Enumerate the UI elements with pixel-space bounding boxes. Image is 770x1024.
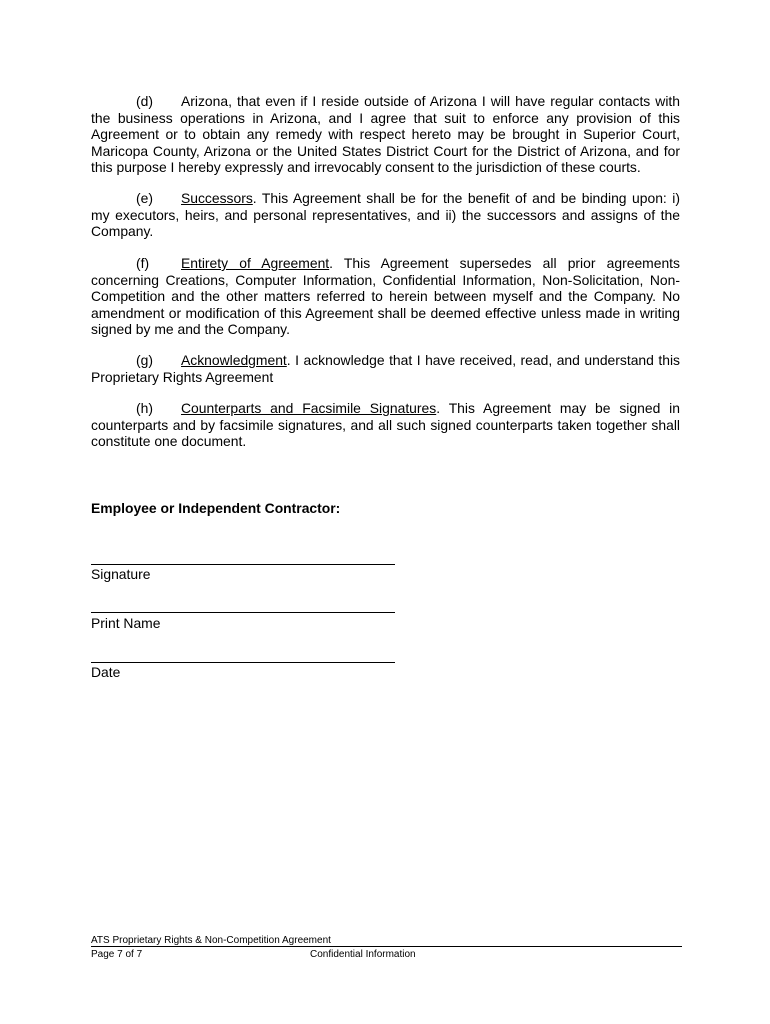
date-line[interactable] [91,662,395,663]
print-name-label: Print Name [91,615,161,631]
signature-block-title: Employee or Independent Contractor: [91,500,341,516]
footer-divider [91,946,682,947]
clause-e [91,190,680,240]
print-name-line[interactable] [91,612,395,613]
clause-number: (e) [136,190,153,206]
footer-confidentiality: Confidential Information [310,949,416,960]
footer-page-number: Page 7 of 7 [91,949,143,960]
footer-document-title: ATS Proprietary Rights & Non-Competition Agreement [91,935,331,946]
clause-text: . This Agreement shall be for the benefit of and be binding upon: i) my executors, heirs, and personal representatives, and ii) the successors and assigns of the Company. [91,190,680,240]
clause-text: . I acknowledge that I have received, read, and understand this Proprietary Rights Agreement [91,352,680,385]
clause-number: (d) [136,93,153,109]
clause-h [91,400,680,450]
signature-line[interactable] [91,564,395,565]
clause-heading: Successors [181,190,253,206]
signature-label: Signature [91,566,151,582]
clause-g [91,352,680,385]
clause-text: . This Agreement supersedes all prior agreements concerning Creations, Computer Information, Confidential Information, Non-Solicitation, Non-Competition and the other matters referred to herein between myself and the Company. No amendment or modification of this Agreement shall be deemed effective unless made in writing signed by me and the Company. [91,255,680,338]
date-label: Date [91,664,121,680]
clause-text: . This Agreement may be signed in counterparts and by facsimile signatures, and all such signed counterparts taken together shall constitute one document. [91,400,680,450]
clause-number: (f) [136,255,150,271]
clause-f [91,255,680,338]
clause-heading: Counterparts and Facsimile Signatures [181,400,437,416]
clause-heading: Entirety of Agreement [181,255,330,271]
clause-number: (g) [136,352,153,368]
clause-number: (h) [136,400,153,416]
clause-heading: Acknowledgment [181,352,287,368]
clause-d [91,93,680,176]
clause-text: Arizona, that even if I reside outside of Arizona I will have regular contacts with the business operations in Arizona, and I agree that suit to enforce any provision of this Agreement or to obtain any remedy with respect hereto may be brought in Superior Court, Maricopa County, Arizona or the United States District Court for the District of Arizona, and for this purpose I hereby expressly and irrevocably consent to the jurisdiction of these courts. [91,93,680,176]
